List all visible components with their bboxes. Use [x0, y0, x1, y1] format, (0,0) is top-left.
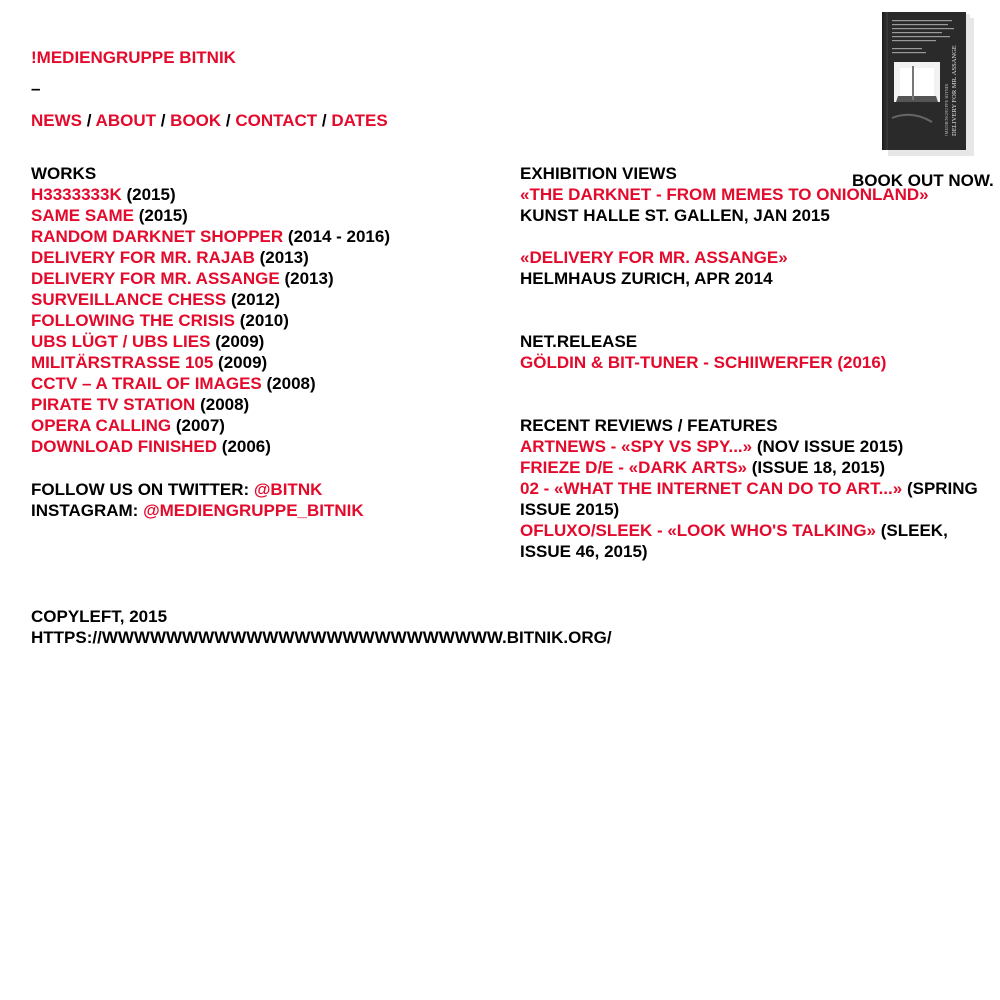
book-cover-title: Delivery for Mr. Assange — [951, 45, 958, 136]
right-column — [520, 163, 980, 562]
book-caption[interactable]: BOOK OUT NOW. — [852, 171, 994, 190]
work-year: (2008) — [200, 395, 250, 414]
exhibition-venue: KUNST HALLE ST. GALLEN, JAN 2015 — [520, 206, 830, 225]
exhibition-link[interactable]: «DELIVERY FOR MR. ASSANGE» — [520, 248, 788, 267]
works-heading: WORKS — [31, 164, 97, 183]
nav-book[interactable]: BOOK — [170, 111, 222, 130]
review-detail: (SPRING ISSUE 2015) — [520, 479, 978, 519]
work-link[interactable]: DELIVERY FOR MR. ASSANGE — [31, 269, 280, 288]
work-year: (2007) — [175, 416, 225, 435]
exhibition-venue: HELMHAUS ZURICH, APR 2014 — [520, 269, 773, 288]
work-link[interactable]: MILITÄRSTRASSE 105 — [31, 353, 214, 372]
review-detail: (SLEEK, ISSUE 46, 2015) — [520, 521, 948, 561]
work-link[interactable]: OPERA CALLING — [31, 416, 172, 435]
nav-dates[interactable]: DATES — [331, 111, 388, 130]
work-item — [31, 310, 491, 331]
work-year: (2015) — [138, 206, 188, 225]
work-link[interactable]: DELIVERY FOR MR. RAJAB — [31, 248, 255, 267]
work-year: (2008) — [266, 374, 316, 393]
twitter-label: FOLLOW US ON TWITTER: — [31, 480, 254, 499]
work-link[interactable]: PIRATE TV STATION — [31, 395, 196, 414]
copyleft-text: COPYLEFT, 2015 — [31, 607, 168, 626]
work-link[interactable]: CCTV – A TRAIL OF IMAGES — [31, 374, 262, 393]
work-link[interactable]: UBS LÜGT / UBS LIES — [31, 332, 211, 351]
review-link[interactable]: 02 - «WHAT THE INTERNET CAN DO TO ART...» — [520, 479, 903, 498]
instagram-label: INSTAGRAM: — [31, 501, 144, 520]
nav-separator: / — [82, 111, 96, 130]
review-link[interactable]: FRIEZE D/E - «DARK ARTS» — [520, 458, 748, 477]
twitter-link[interactable]: @BITNK — [253, 480, 323, 499]
instagram-line — [31, 500, 364, 521]
title-dash: – — [31, 79, 41, 98]
work-item — [31, 352, 491, 373]
work-item — [31, 289, 491, 310]
work-link[interactable]: H3333333K — [31, 185, 122, 204]
nav-separator: / — [156, 111, 171, 130]
work-link[interactable]: RANDOM DARKNET SHOPPER — [31, 227, 284, 246]
book-cover-author: !Mediengruppe Bitnik — [944, 83, 949, 136]
review-detail: (ISSUE 18, 2015) — [747, 458, 885, 477]
nav-separator: / — [317, 111, 332, 130]
site-url: HTTPS://WWWWWWWWWWWWWWWWWWWWWWWWW.BITNIK.ORG/ — [31, 628, 612, 647]
review-item — [520, 457, 980, 478]
net-release-link[interactable]: GÖLDIN & BIT-TUNER - SCHIIWERFER (2016) — [520, 353, 887, 372]
social-section — [31, 479, 364, 521]
net-release-item — [520, 352, 980, 373]
reviews-heading: RECENT REVIEWS / FEATURES — [520, 416, 778, 435]
work-year: (2009) — [215, 332, 265, 351]
work-year: (2013) — [259, 248, 309, 267]
twitter-line — [31, 479, 364, 500]
work-link[interactable]: SURVEILLANCE CHESS — [31, 290, 227, 309]
work-link[interactable]: SAME SAME — [31, 206, 134, 225]
work-year: (2006) — [221, 437, 271, 456]
work-item — [31, 268, 491, 289]
work-year: (2012) — [230, 290, 281, 309]
nav-about[interactable]: ABOUT — [95, 111, 156, 130]
work-item — [31, 205, 491, 226]
review-item — [520, 478, 980, 520]
book-cover-image[interactable] — [882, 10, 974, 156]
work-year: (2015) — [126, 185, 176, 204]
work-year: (2010) — [239, 311, 289, 330]
review-item — [520, 520, 980, 562]
review-detail: (NOV ISSUE 2015) — [752, 437, 904, 456]
review-link[interactable]: OFLUXO/SLEEK - «LOOK WHO'S TALKING» — [520, 521, 877, 540]
works-section — [31, 163, 491, 457]
work-year: (2014 - 2016) — [287, 227, 390, 246]
net-release-heading: NET.RELEASE — [520, 332, 638, 351]
instagram-link[interactable]: @MEDIENGRUPPE_BITNIK — [143, 501, 364, 520]
nav-news[interactable]: NEWS — [31, 111, 82, 130]
site-title[interactable] — [31, 47, 236, 68]
work-item — [31, 373, 491, 394]
work-item — [31, 184, 491, 205]
work-item — [31, 436, 491, 457]
main-nav — [31, 110, 388, 131]
review-item — [520, 436, 980, 457]
footer — [31, 606, 612, 648]
site-title-link[interactable]: !MEDIENGRUPPE BITNIK — [31, 48, 236, 67]
work-year: (2013) — [284, 269, 334, 288]
exhibition-item — [520, 247, 980, 268]
review-link[interactable]: ARTNEWS - «SPY VS SPY...» — [520, 437, 753, 456]
exhibition-link[interactable]: «THE DARKNET - FROM MEMES TO ONIONLAND» — [520, 185, 929, 204]
work-item — [31, 247, 491, 268]
nav-separator: / — [221, 111, 236, 130]
nav-contact[interactable]: CONTACT — [235, 111, 318, 130]
work-link[interactable]: FOLLOWING THE CRISIS — [31, 311, 235, 330]
work-item — [31, 394, 491, 415]
exhibitions-heading: EXHIBITION VIEWS — [520, 164, 677, 183]
work-link[interactable]: DOWNLOAD FINISHED — [31, 437, 218, 456]
work-year: (2009) — [218, 353, 268, 372]
work-item — [31, 226, 491, 247]
work-item — [31, 415, 491, 436]
work-item — [31, 331, 491, 352]
